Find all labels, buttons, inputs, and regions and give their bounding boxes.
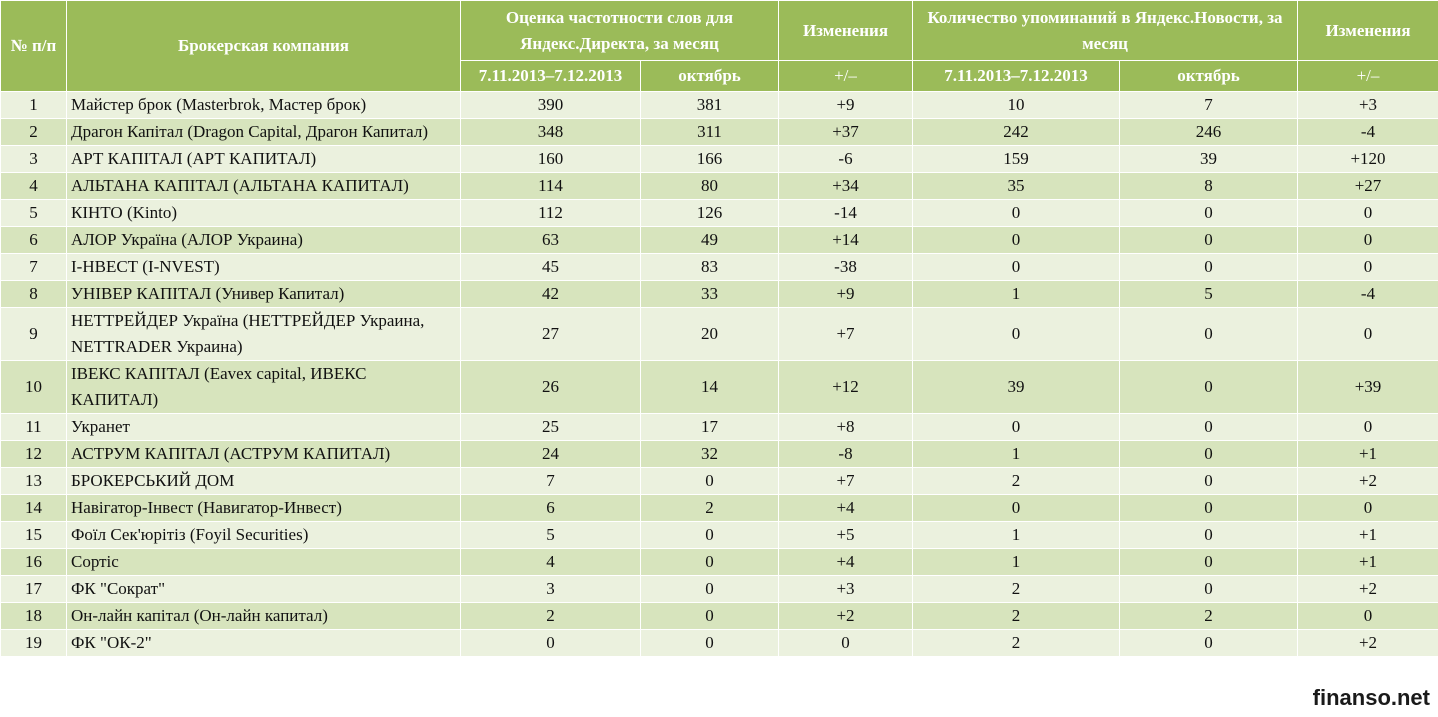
row-number: 15 xyxy=(1,522,67,549)
header-news-period: 7.11.2013–7.12.2013 xyxy=(913,61,1120,92)
company-name: УНІВЕР КАПІТАЛ (Универ Капитал) xyxy=(67,281,461,308)
table-row xyxy=(1,200,1438,227)
row-number: 7 xyxy=(1,254,67,281)
table-row xyxy=(1,414,1438,441)
news-current: 2 xyxy=(913,468,1120,495)
news-october: 246 xyxy=(1120,119,1298,146)
direct-current: 45 xyxy=(461,254,641,281)
news-october: 5 xyxy=(1120,281,1298,308)
direct-october: 311 xyxy=(641,119,779,146)
direct-change: +3 xyxy=(779,576,913,603)
news-october: 0 xyxy=(1120,549,1298,576)
header-direct-period: 7.11.2013–7.12.2013 xyxy=(461,61,641,92)
news-change: +2 xyxy=(1298,630,1438,657)
news-current: 242 xyxy=(913,119,1120,146)
news-october: 2 xyxy=(1120,603,1298,630)
table-body xyxy=(1,92,1438,657)
news-current: 1 xyxy=(913,549,1120,576)
news-october: 0 xyxy=(1120,414,1298,441)
direct-change: +34 xyxy=(779,173,913,200)
header-news-october: октябрь xyxy=(1120,61,1298,92)
news-change: 0 xyxy=(1298,200,1438,227)
direct-change: +8 xyxy=(779,414,913,441)
company-name: Он-лайн капітал (Он-лайн капитал) xyxy=(67,603,461,630)
table-row xyxy=(1,146,1438,173)
news-current: 0 xyxy=(913,254,1120,281)
news-october: 0 xyxy=(1120,361,1298,414)
header-row-top xyxy=(1,1,1438,61)
row-number: 5 xyxy=(1,200,67,227)
header-company: Брокерская компания xyxy=(67,1,461,92)
direct-october: 381 xyxy=(641,92,779,119)
company-name: Сортіс xyxy=(67,549,461,576)
direct-october: 0 xyxy=(641,468,779,495)
direct-change: -8 xyxy=(779,441,913,468)
row-number: 11 xyxy=(1,414,67,441)
news-change: 0 xyxy=(1298,308,1438,361)
table-row xyxy=(1,254,1438,281)
news-october: 39 xyxy=(1120,146,1298,173)
news-change: -4 xyxy=(1298,281,1438,308)
news-change: 0 xyxy=(1298,227,1438,254)
table-row xyxy=(1,495,1438,522)
news-current: 0 xyxy=(913,200,1120,227)
news-current: 0 xyxy=(913,414,1120,441)
news-current: 2 xyxy=(913,576,1120,603)
news-october: 0 xyxy=(1120,308,1298,361)
table-row xyxy=(1,603,1438,630)
news-current: 2 xyxy=(913,603,1120,630)
news-change: +27 xyxy=(1298,173,1438,200)
direct-current: 63 xyxy=(461,227,641,254)
news-change: +1 xyxy=(1298,549,1438,576)
news-change: 0 xyxy=(1298,495,1438,522)
news-change: +2 xyxy=(1298,468,1438,495)
news-october: 7 xyxy=(1120,92,1298,119)
news-change: +1 xyxy=(1298,441,1438,468)
company-name: Майстер брок (Masterbrok, Мастер брок) xyxy=(67,92,461,119)
table-row xyxy=(1,308,1438,361)
direct-change: +4 xyxy=(779,549,913,576)
direct-change: +4 xyxy=(779,495,913,522)
news-current: 1 xyxy=(913,281,1120,308)
news-current: 39 xyxy=(913,361,1120,414)
direct-change: -38 xyxy=(779,254,913,281)
header-news-plusminus: +/– xyxy=(1298,61,1438,92)
row-number: 2 xyxy=(1,119,67,146)
row-number: 8 xyxy=(1,281,67,308)
direct-october: 0 xyxy=(641,603,779,630)
table-row xyxy=(1,361,1438,414)
row-number: 12 xyxy=(1,441,67,468)
news-current: 10 xyxy=(913,92,1120,119)
news-change: +3 xyxy=(1298,92,1438,119)
row-number: 3 xyxy=(1,146,67,173)
news-change: +39 xyxy=(1298,361,1438,414)
news-current: 1 xyxy=(913,441,1120,468)
direct-change: +14 xyxy=(779,227,913,254)
company-name: Укранет xyxy=(67,414,461,441)
table-row xyxy=(1,92,1438,119)
direct-change: 0 xyxy=(779,630,913,657)
company-name: Фоїл Сек'юрітіз (Foyil Securities) xyxy=(67,522,461,549)
direct-current: 42 xyxy=(461,281,641,308)
direct-current: 3 xyxy=(461,576,641,603)
table-row xyxy=(1,173,1438,200)
header-direct-plusminus: +/– xyxy=(779,61,913,92)
news-change: 0 xyxy=(1298,254,1438,281)
table-row xyxy=(1,441,1438,468)
row-number: 18 xyxy=(1,603,67,630)
direct-october: 33 xyxy=(641,281,779,308)
news-october: 0 xyxy=(1120,495,1298,522)
header-changes-direct: Изменения xyxy=(779,1,913,61)
direct-october: 80 xyxy=(641,173,779,200)
header-direct-october: октябрь xyxy=(641,61,779,92)
news-current: 159 xyxy=(913,146,1120,173)
direct-change: +2 xyxy=(779,603,913,630)
table-row xyxy=(1,227,1438,254)
table-row xyxy=(1,468,1438,495)
direct-change: +7 xyxy=(779,468,913,495)
direct-current: 348 xyxy=(461,119,641,146)
direct-change: +37 xyxy=(779,119,913,146)
direct-october: 32 xyxy=(641,441,779,468)
company-name: АСТРУМ КАПІТАЛ (АСТРУМ КАПИТАЛ) xyxy=(67,441,461,468)
news-october: 0 xyxy=(1120,441,1298,468)
company-name: АЛЬТАНА КАПІТАЛ (АЛЬТАНА КАПИТАЛ) xyxy=(67,173,461,200)
company-name: ФК "ОК-2" xyxy=(67,630,461,657)
news-current: 0 xyxy=(913,495,1120,522)
direct-current: 0 xyxy=(461,630,641,657)
direct-change: +7 xyxy=(779,308,913,361)
direct-october: 126 xyxy=(641,200,779,227)
header-num: № п/п xyxy=(1,1,67,92)
news-current: 35 xyxy=(913,173,1120,200)
row-number: 13 xyxy=(1,468,67,495)
header-changes-news: Изменения xyxy=(1298,1,1438,61)
direct-october: 0 xyxy=(641,576,779,603)
company-name: ІВЕКС КАПІТАЛ (Eavex capital, ИВЕКС КАПИТАЛ) xyxy=(67,361,461,414)
direct-current: 27 xyxy=(461,308,641,361)
direct-current: 2 xyxy=(461,603,641,630)
news-change: 0 xyxy=(1298,414,1438,441)
row-number: 4 xyxy=(1,173,67,200)
news-october: 0 xyxy=(1120,630,1298,657)
company-name: НЕТТРЕЙДЕР Україна (НЕТТРЕЙДЕР Украина, NETTRADER Украина) xyxy=(67,308,461,361)
direct-change: +9 xyxy=(779,92,913,119)
table-row xyxy=(1,549,1438,576)
direct-change: -6 xyxy=(779,146,913,173)
direct-current: 4 xyxy=(461,549,641,576)
direct-october: 0 xyxy=(641,630,779,657)
row-number: 16 xyxy=(1,549,67,576)
table-row xyxy=(1,576,1438,603)
direct-current: 6 xyxy=(461,495,641,522)
table-row xyxy=(1,522,1438,549)
row-number: 14 xyxy=(1,495,67,522)
direct-october: 83 xyxy=(641,254,779,281)
watermark-logo: finanso.net xyxy=(1312,685,1430,710)
company-name: Драгон Капітал (Dragon Capital, Драгон Капитал) xyxy=(67,119,461,146)
news-change: -4 xyxy=(1298,119,1438,146)
company-name: АРТ КАПІТАЛ (АРТ КАПИТАЛ) xyxy=(67,146,461,173)
news-october: 8 xyxy=(1120,173,1298,200)
direct-october: 0 xyxy=(641,522,779,549)
direct-october: 20 xyxy=(641,308,779,361)
direct-change: +12 xyxy=(779,361,913,414)
direct-change: +5 xyxy=(779,522,913,549)
news-october: 0 xyxy=(1120,200,1298,227)
news-october: 0 xyxy=(1120,227,1298,254)
row-number: 17 xyxy=(1,576,67,603)
row-number: 9 xyxy=(1,308,67,361)
header-yandex-news: Количество упоминаний в Яндекс.Новости, за месяц xyxy=(913,1,1298,61)
direct-current: 114 xyxy=(461,173,641,200)
company-name: БРОКЕРСЬКИЙ ДОМ xyxy=(67,468,461,495)
news-october: 0 xyxy=(1120,576,1298,603)
direct-current: 5 xyxy=(461,522,641,549)
direct-october: 2 xyxy=(641,495,779,522)
direct-october: 17 xyxy=(641,414,779,441)
company-name: КІНТО (Kinto) xyxy=(67,200,461,227)
direct-change: +9 xyxy=(779,281,913,308)
news-change: +1 xyxy=(1298,522,1438,549)
company-name: АЛОР Україна (АЛОР Украина) xyxy=(67,227,461,254)
news-current: 2 xyxy=(913,630,1120,657)
row-number: 19 xyxy=(1,630,67,657)
news-current: 1 xyxy=(913,522,1120,549)
row-number: 1 xyxy=(1,92,67,119)
news-october: 0 xyxy=(1120,254,1298,281)
company-name: І-НВЕСТ (I-NVEST) xyxy=(67,254,461,281)
header-yandex-direct: Оценка частотности слов для Яндекс.Директа, за месяц xyxy=(461,1,779,61)
company-name: Навігатор-Інвест (Навигатор-Инвест) xyxy=(67,495,461,522)
news-change: 0 xyxy=(1298,603,1438,630)
table-row xyxy=(1,281,1438,308)
company-name: ФК "Сократ" xyxy=(67,576,461,603)
direct-current: 112 xyxy=(461,200,641,227)
direct-october: 0 xyxy=(641,549,779,576)
news-current: 0 xyxy=(913,308,1120,361)
direct-current: 25 xyxy=(461,414,641,441)
row-number: 6 xyxy=(1,227,67,254)
direct-current: 7 xyxy=(461,468,641,495)
direct-change: -14 xyxy=(779,200,913,227)
row-number: 10 xyxy=(1,361,67,414)
news-current: 0 xyxy=(913,227,1120,254)
direct-current: 24 xyxy=(461,441,641,468)
news-change: +120 xyxy=(1298,146,1438,173)
news-october: 0 xyxy=(1120,522,1298,549)
direct-october: 14 xyxy=(641,361,779,414)
direct-october: 49 xyxy=(641,227,779,254)
table-row xyxy=(1,630,1438,657)
news-change: +2 xyxy=(1298,576,1438,603)
direct-current: 390 xyxy=(461,92,641,119)
table-row xyxy=(1,119,1438,146)
direct-current: 160 xyxy=(461,146,641,173)
direct-current: 26 xyxy=(461,361,641,414)
direct-october: 166 xyxy=(641,146,779,173)
news-october: 0 xyxy=(1120,468,1298,495)
